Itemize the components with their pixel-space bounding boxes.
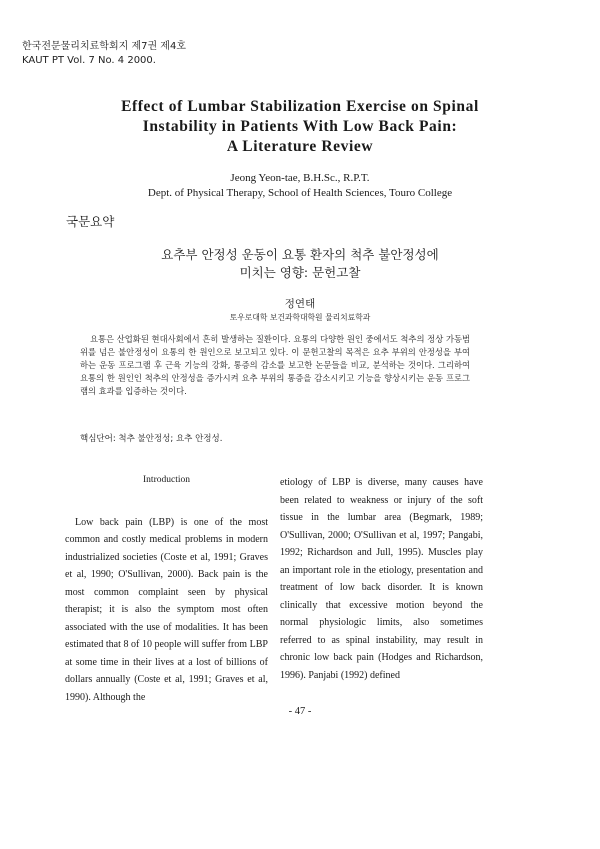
journal-title-english: KAUT PT Vol. 7 No. 4 2000. xyxy=(22,55,156,66)
korean-title-line-2: 미치는 영향: 문헌고찰 xyxy=(239,265,361,280)
korean-author-affiliation: 토우로대학 보건과학대학원 물리치료학과 xyxy=(229,313,371,322)
author-affiliation: Dept. of Physical Therapy, School of Health Sciences, Touro College xyxy=(147,187,453,199)
page-number: - 47 - xyxy=(288,706,312,717)
paper-title-line-2: Instability in Patients With Low Back Pain: xyxy=(142,118,458,135)
korean-keywords: 핵심단어: 척추 불안정성; 요추 안정성. xyxy=(80,434,223,444)
paper-title-line-3: A Literature Review xyxy=(226,138,374,155)
right-column-text: etiology of LBP is diverse, many causes have been related to weakness or injury of the soft tissue in the lumbar area (Begmark, 1989; O'Sullivan, 2000; O'Sullivan et al, 1997; Pangabi, 1992; Richardson and Jull, 1995). Muscles play an important role in the etiology, presentation and treatment of low back disorder. It is known clinically that excessive motion beyond the normal physiologic limits, also sometimes referred to as spinal instability, may result in chronic low back pain (Hodges and Richardson, 1996). Panjabi (1992) defined xyxy=(280,477,483,681)
left-column xyxy=(65,475,268,706)
introduction-heading: Introduction xyxy=(143,475,190,485)
paper-title xyxy=(40,97,560,157)
journal-header xyxy=(22,40,186,68)
paper-title-line-1: Effect of Lumbar Stabilization Exercise on Spinal xyxy=(121,98,479,115)
korean-abstract-body: 요통은 산업화된 현대사회에서 흔히 발생하는 질환이다. 요통의 다양한 원인 중에서도 척추의 정상 가동범위를 넘은 불안정성이 요통의 한 원인으로 보고되고 있다. 이 문헌고찰의 목적은 요추 부위의 안정성을 부여하는 운동 프로그램 후 근육 기능의 강화, 통증의 감소를 보고한 논문들을 비교, 분석하는 것이다. 그리하여 요통의 한 원인인 척추의 안정성을 증가시켜 요추 부위의 통증을 감소시키고 기능을 향상시키는 운동 프로그램의 효과를 입증하는 것이다. xyxy=(80,334,470,396)
korean-title-line-1: 요추부 안정성 운동이 요통 환자의 척추 불안정성에 xyxy=(161,247,439,262)
journal-title-korean: 한국전문물리치료학회지 제7권 제4호 xyxy=(22,41,186,52)
korean-title xyxy=(80,246,520,282)
korean-author-name: 정연태 xyxy=(284,298,316,310)
left-column-text: Low back pain (LBP) is one of the most common and costly medical problems in modern industrialized societies (Coste et al, 1991; Graves et al, 1990; O'Sullivan, 2000). Back pain is the most common complaint seen by physical therapist; it is also the symptom most often associated with the use of modalities. It has been estimated that 8 of 10 people will suffer from LBP at some time in their lives at a lost of billions of dollars annually (Coste et al, 1991; Graves et al, 1990). Although the xyxy=(65,516,268,703)
author-name: Jeong Yeon-tae, B.H.Sc., R.P.T. xyxy=(230,172,370,184)
korean-abstract-heading: 국문요약 xyxy=(66,214,115,229)
right-column xyxy=(280,474,483,684)
author-block xyxy=(40,171,560,201)
